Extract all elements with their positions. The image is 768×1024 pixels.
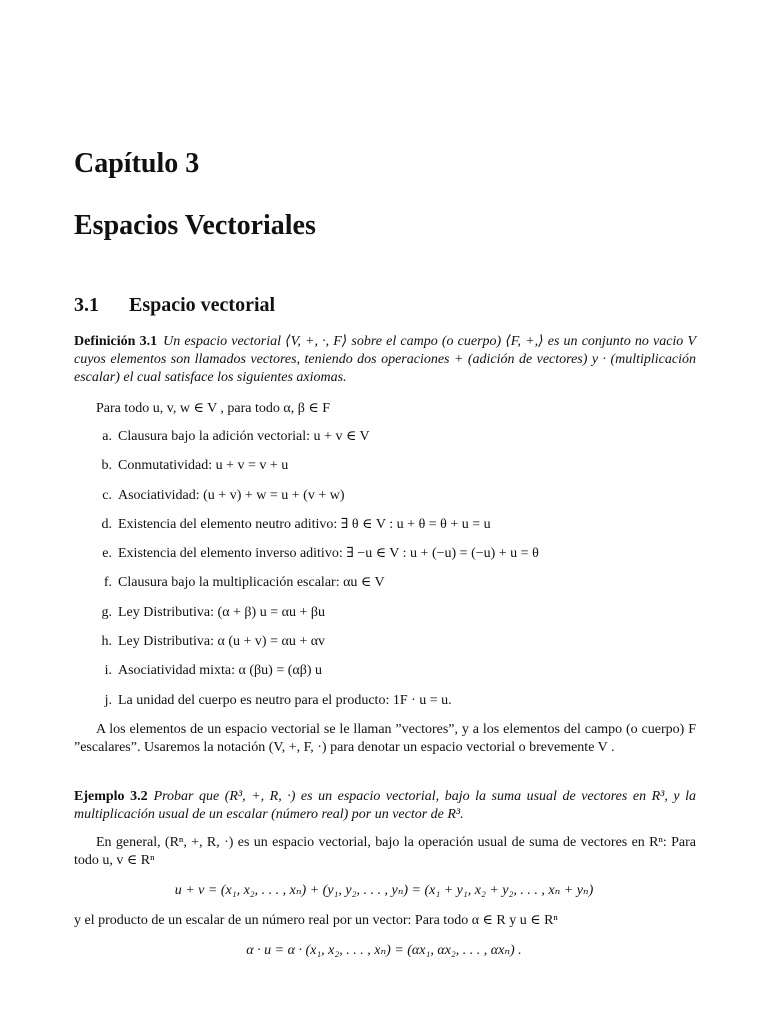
chapter-title: Espacios Vectoriales: [74, 210, 316, 241]
axiom-text: Existencia del elemento neutro aditivo: ∃ θ ∈ V : u + θ = θ + u = u: [118, 516, 491, 532]
list-item: [74, 428, 714, 457]
definition-label: Definición 3.1: [74, 334, 158, 349]
definition-block: [74, 333, 696, 387]
list-item: [74, 545, 714, 574]
axiom-text: Ley Distributiva: (α + β) u = αu + βu: [118, 604, 325, 620]
axiom-text: Asociatividad mixta: α (βu) = (αβ) u: [118, 663, 322, 679]
list-item: [74, 574, 714, 603]
definition-text: Un espacio vectorial ⟨V, +, ·, F⟩ sobre el campo (o cuerpo) ⟨F, +,⟩ es un conjunto no vacio V cuyos elementos son llamados vectores, teniendo dos operaciones + (adición de vectores) y · (multiplicación escalar) el cual satisface los siguientes axiomas.: [74, 334, 696, 385]
axiom-marker: g.: [101, 604, 112, 620]
section-heading: [74, 294, 275, 317]
axiom-text: Clausura bajo la multiplicación escalar: αu ∈ V: [118, 575, 385, 591]
list-item: [74, 457, 714, 486]
axiom-marker: h.: [101, 634, 112, 650]
list-item: [74, 662, 714, 691]
chapter-label: Capítulo 3: [74, 148, 200, 179]
axiom-marker: c.: [102, 487, 112, 503]
example-block: [74, 788, 696, 824]
axiom-marker: a.: [102, 429, 112, 444]
equation-sum: u + v = (x₁, x₂, . . . , xₙ) + (y₁, y₂, . . . , yₙ) = (x₁ + y₁, x₂ + y₂, . . . , xₙ + yₙ): [174, 883, 594, 898]
equation-scalar: α · u = α · (x₁, x₂, . . . , xₙ) = (αx₁, αx₂, . . . , αxₙ) .: [246, 943, 522, 958]
axiom-text: Clausura bajo la adición vectorial: u + v ∈ V: [118, 429, 370, 444]
axiom-marker: e.: [102, 546, 112, 562]
axiom-marker: b.: [101, 458, 112, 474]
list-item: [74, 633, 714, 662]
axiom-list: [74, 428, 714, 721]
section-title: Espacio vectorial: [129, 294, 276, 316]
list-item: [74, 487, 714, 516]
axiom-marker: f.: [103, 575, 112, 591]
paragraph-general: En general, (Rⁿ, +, R, ·) es un espacio vectorial, bajo la operación usual de suma de vectores en Rⁿ: Para todo u, v ∈ Rⁿ: [74, 835, 696, 868]
list-item: [74, 604, 714, 633]
for-all-line: Para todo u, v, w ∈ V , para todo α, β ∈ F: [96, 401, 331, 416]
list-item: [74, 516, 714, 545]
paragraph-vectors: A los elementos de un espacio vectorial se le llaman ”vectores”, y a los elementos del campo (o cuerpo) F ”escalares”. Usaremos la notación (V, +, F, ·) para denotar un espacio vectorial o brevemente V .: [74, 722, 696, 755]
axiom-marker: j.: [104, 692, 112, 708]
axiom-text: Asociatividad: (u + v) + w = u + (v + w): [118, 487, 345, 503]
example-text: Probar que (R³, +, R, ·) es un espacio vectorial, bajo la suma usual de vectores en R³, y la multiplicación usual de un escalar (número real) por un vector de R³.: [74, 789, 696, 822]
list-item: [74, 692, 714, 721]
axiom-text: Ley Distributiva: α (u + v) = αu + αv: [118, 634, 326, 650]
scalar-line: y el producto de un escalar de un número real por un vector: Para todo α ∈ R y u ∈ Rⁿ: [74, 913, 558, 928]
axiom-text: Conmutatividad: u + v = v + u: [118, 458, 289, 474]
section-number: 3.1: [74, 294, 99, 316]
axiom-text: La unidad del cuerpo es neutro para el producto: 1F · u = u.: [118, 692, 452, 708]
axiom-marker: d.: [101, 516, 112, 532]
example-label: Ejemplo 3.2: [74, 789, 148, 804]
axiom-marker: i.: [104, 663, 112, 679]
axiom-text: Existencia del elemento inverso aditivo: ∃ −u ∈ V : u + (−u) = (−u) + u = θ: [118, 546, 539, 562]
